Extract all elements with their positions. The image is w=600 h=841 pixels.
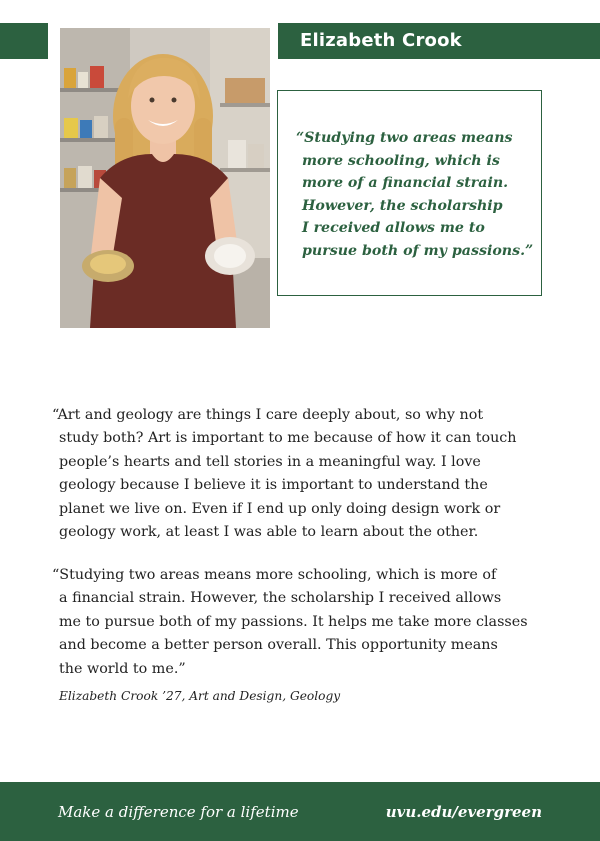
- pull-quote-line: more of a financial strain.: [302, 175, 509, 192]
- student-photo: [60, 28, 270, 328]
- pull-quote-line: more schooling, which is: [302, 152, 500, 169]
- body-line: geology because I believe it is important to understand the: [59, 477, 488, 494]
- body-line: the world to me.”: [59, 660, 186, 677]
- body-line: and become a better person overall. This opportunity means: [59, 637, 498, 654]
- body-paragraph-1: [52, 404, 552, 544]
- body-line: me to pursue both of my passions. It helps me take more classes: [59, 613, 528, 630]
- body-line: a financial strain. However, the scholarship I received allows: [59, 590, 502, 607]
- body-line: “Art and geology are things I care deeply about, so why not: [52, 407, 484, 423]
- pull-quote-line: pursue both of my passions.”: [302, 242, 534, 259]
- attribution: Elizabeth Crook ’27, Art and Design, Geology: [59, 689, 341, 703]
- pull-quote-line: “Studying two areas means: [296, 130, 513, 146]
- footer-url-link[interactable]: uvu.edu/evergreen: [385, 803, 542, 821]
- body-line: study both? Art is important to me because of how it can touch: [59, 430, 517, 447]
- body-line: “Studying two areas means more schooling, which is more of: [52, 567, 497, 583]
- pull-quote-line: I received allows me to: [302, 220, 485, 237]
- pull-quote-line: However, the scholarship: [302, 197, 503, 214]
- footer-tagline: Make a difference for a lifetime: [58, 803, 299, 821]
- body-line: geology work, at least I was able to learn about the other.: [59, 524, 479, 541]
- pull-quote: [296, 127, 536, 263]
- student-name: Elizabeth Crook: [300, 30, 462, 51]
- body-paragraph-2: [52, 564, 552, 681]
- body-line: people’s hearts and tell stories in a meaningful way. I love: [59, 453, 481, 470]
- body-line: planet we live on. Even if I end up only doing design work or: [59, 500, 501, 517]
